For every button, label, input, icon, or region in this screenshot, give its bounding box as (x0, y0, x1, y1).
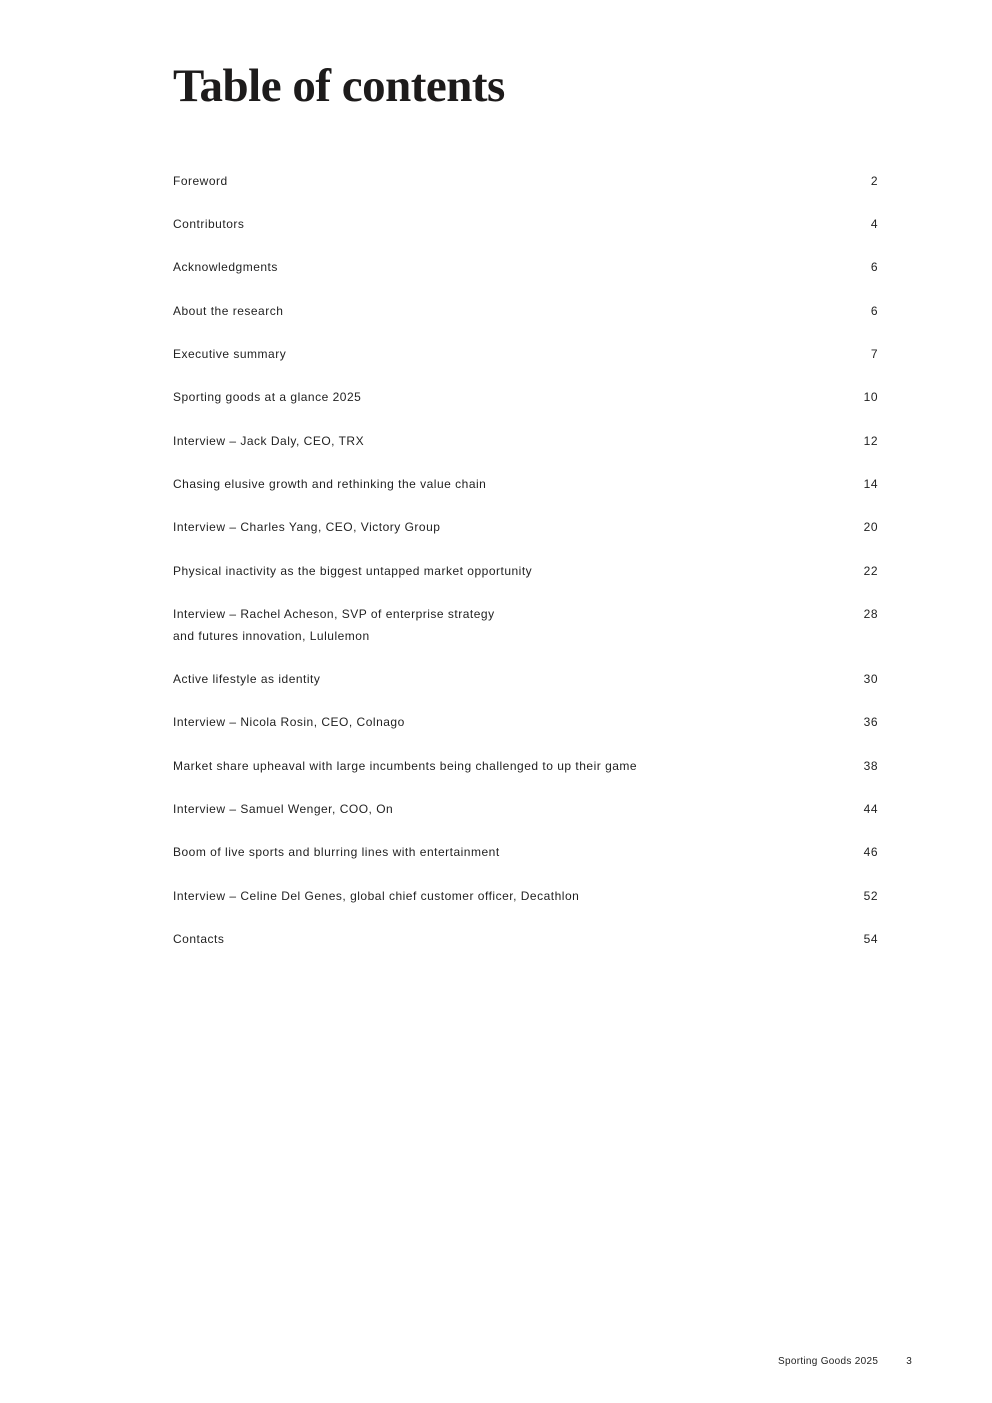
toc-entry-page: 6 (870, 260, 878, 274)
toc-entry-contacts[interactable] (173, 928, 878, 950)
toc-entry-page: 22 (863, 564, 878, 578)
toc-entry-label: Executive summary (173, 347, 287, 361)
toc-entry-label: Market share upheaval with large incumbents being challenged to up their game (173, 759, 638, 773)
toc-entry-page: 36 (863, 715, 878, 729)
toc-entry-acknowledgments[interactable] (173, 256, 878, 278)
toc-entry-active-lifestyle[interactable] (173, 668, 878, 690)
toc-entry-page: 54 (863, 932, 878, 946)
toc-entry-label: Interview – Samuel Wenger, COO, On (173, 802, 394, 816)
toc-entry-label: Interview – Jack Daly, CEO, TRX (173, 434, 365, 448)
toc-entry-interview-rachel-acheson[interactable] (173, 603, 878, 647)
toc-entry-label: Interview – Nicola Rosin, CEO, Colnago (173, 715, 405, 729)
toc-entry-sporting-goods-at-a-glance[interactable] (173, 386, 878, 408)
toc-entry-page: 20 (863, 520, 878, 534)
page-title: Table of contents (173, 60, 505, 112)
toc-entry-contributors[interactable] (173, 213, 878, 235)
toc-entry-page: 44 (863, 802, 878, 816)
toc-entry-label: Contributors (173, 217, 245, 231)
toc-entry-interview-jack-daly[interactable] (173, 430, 878, 452)
toc-entry-label: Sporting goods at a glance 2025 (173, 390, 362, 404)
footer-publication-title: Sporting Goods 2025 (778, 1356, 879, 1367)
toc-entry-boom-of-live-sports[interactable] (173, 841, 878, 863)
toc-entry-foreword[interactable] (173, 170, 878, 192)
toc-entry-chasing-elusive-growth[interactable] (173, 473, 878, 495)
toc-entry-executive-summary[interactable] (173, 343, 878, 365)
toc-entry-interview-samuel-wenger[interactable] (173, 798, 878, 820)
toc-entry-label: Acknowledgments (173, 260, 278, 274)
toc-entry-market-share-upheaval[interactable] (173, 755, 878, 777)
toc-entry-label: Contacts (173, 932, 225, 946)
toc-entry-interview-nicola-rosin[interactable] (173, 711, 878, 733)
toc-entry-page: 46 (863, 845, 878, 859)
footer-page-number: 3 (906, 1356, 913, 1367)
toc-entry-interview-celine-del-genes[interactable] (173, 885, 878, 907)
toc-entry-page: 28 (863, 607, 878, 621)
toc-entry-label: Interview – Rachel Acheson, SVP of enterprise strategy and futures innovation, Lululemon (173, 607, 495, 643)
toc-entry-page: 6 (870, 304, 878, 318)
toc-entry-page: 2 (870, 174, 878, 188)
toc-entry-label: Foreword (173, 174, 228, 188)
toc-entry-page: 7 (870, 347, 878, 361)
toc-entry-page: 30 (863, 672, 878, 686)
toc-entry-page: 10 (863, 390, 878, 404)
toc-entry-page: 12 (863, 434, 878, 448)
toc-entry-about-the-research[interactable] (173, 300, 878, 322)
toc-entry-page: 38 (863, 759, 878, 773)
toc-entry-page: 52 (863, 889, 878, 903)
toc-entry-label: Chasing elusive growth and rethinking the value chain (173, 477, 487, 491)
toc-entry-page: 4 (870, 217, 878, 231)
toc-entry-label: Physical inactivity as the biggest untapped market opportunity (173, 564, 533, 578)
toc-entry-label: Interview – Celine Del Genes, global chief customer officer, Decathlon (173, 889, 580, 903)
page-footer (778, 1352, 912, 1372)
toc-entry-page: 14 (863, 477, 878, 491)
toc-entry-label: Boom of live sports and blurring lines with entertainment (173, 845, 500, 859)
toc-entry-label: About the research (173, 304, 284, 318)
toc-entry-interview-charles-yang[interactable] (173, 516, 878, 538)
toc-entry-physical-inactivity[interactable] (173, 560, 878, 582)
toc-entry-label: Active lifestyle as identity (173, 672, 321, 686)
toc-entry-label: Interview – Charles Yang, CEO, Victory Group (173, 520, 441, 534)
